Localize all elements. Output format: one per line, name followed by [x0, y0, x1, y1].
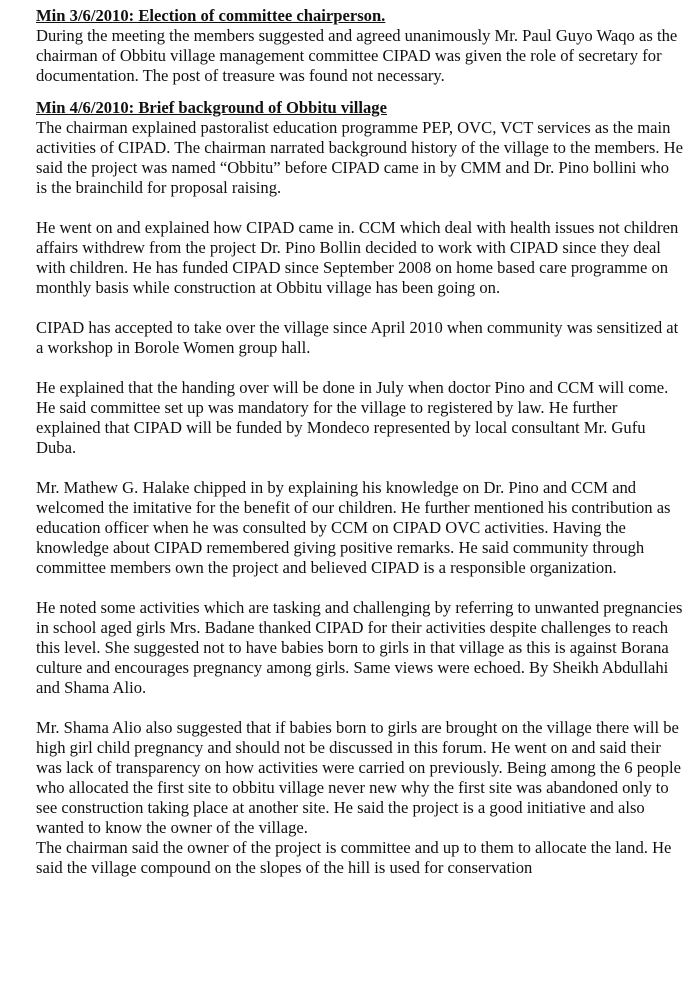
minute-4-paragraph-7: Mr. Shama Alio also suggested that if babies born to girls are brought on the village there will be high girl child pregnancy and should not be discussed in this forum. He went on and said their was lack of transparency on how activities were carried on previously. Being among the 6 people who allocated the first site to obbitu village never new why the first site was abandoned only to see construction taking place at another site. He said the project is a good initiative and also wanted to know the owner of the village.	[36, 718, 681, 837]
minute-4-section	[36, 98, 684, 878]
minute-4-paragraph-2: He went on and explained how CIPAD came in. CCM which deal with health issues not children affairs withdrew from the project Dr. Pino Bollin decided to work with CIPAD since they deal with children. He has funded CIPAD since September 2008 on home based care programme on monthly basis while construction at Obbitu village has been going on.	[36, 218, 679, 297]
minute-4-paragraph-5: Mr. Mathew G. Halake chipped in by explaining his knowledge on Dr. Pino and CCM and welcomed the imitative for the benefit of our children. He further mentioned his contribution as education officer when he was consulted by CCM on CIPAD OVC activities. Having the knowledge about CIPAD remembered giving positive remarks. He said community through committee members own the project and believed CIPAD is a responsible organization.	[36, 478, 671, 577]
minute-4-paragraph-6: He noted some activities which are tasking and challenging by referring to unwanted pregnancies in school aged girls Mrs. Badane thanked CIPAD for their activities despite challenges to reach this level. She suggested not to have babies born to girls in that village as this is against Borana culture and encourages pregnancy among girls. Same views were echoed. By Sheikh Abdullahi and Shama Alio.	[36, 598, 683, 697]
minute-4-paragraph-1: The chairman explained pastoralist education programme PEP, OVC, VCT services as the main activities of CIPAD. The chairman narrated background history of the village to the members. He said the project was named “Obbitu” before CIPAD came in by CMM and Dr. Pino bollini who is the brainchild for proposal raising.	[36, 118, 683, 197]
minute-4-paragraph-4: He explained that the handing over will be done in July when doctor Pino and CCM will come. He said committee set up was mandatory for the village to registered by law. He further explained that CIPAD will be funded by Mondeco represented by local consultant Mr. Gufu Duba.	[36, 378, 669, 457]
minute-4-paragraph-3: CIPAD has accepted to take over the village since April 2010 when community was sensitized at a workshop in Borole Women group hall.	[36, 318, 679, 357]
minute-3-paragraph-1: During the meeting the members suggested and agreed unanimously Mr. Paul Guyo Waqo as the chairman of Obbitu village management committee CIPAD was given the role of secretary for documentation. The post of treasure was found not necessary.	[36, 26, 678, 85]
minute-4-heading: Min 4/6/2010: Brief background of Obbitu village	[36, 98, 387, 117]
minute-3-section	[36, 6, 684, 86]
minute-4-paragraph-8: The chairman said the owner of the project is committee and up to them to allocate the land. He said the village compound on the slopes of the hill is used for conservation	[36, 838, 672, 877]
minute-3-heading: Min 3/6/2010: Election of committee chairperson.	[36, 6, 386, 25]
